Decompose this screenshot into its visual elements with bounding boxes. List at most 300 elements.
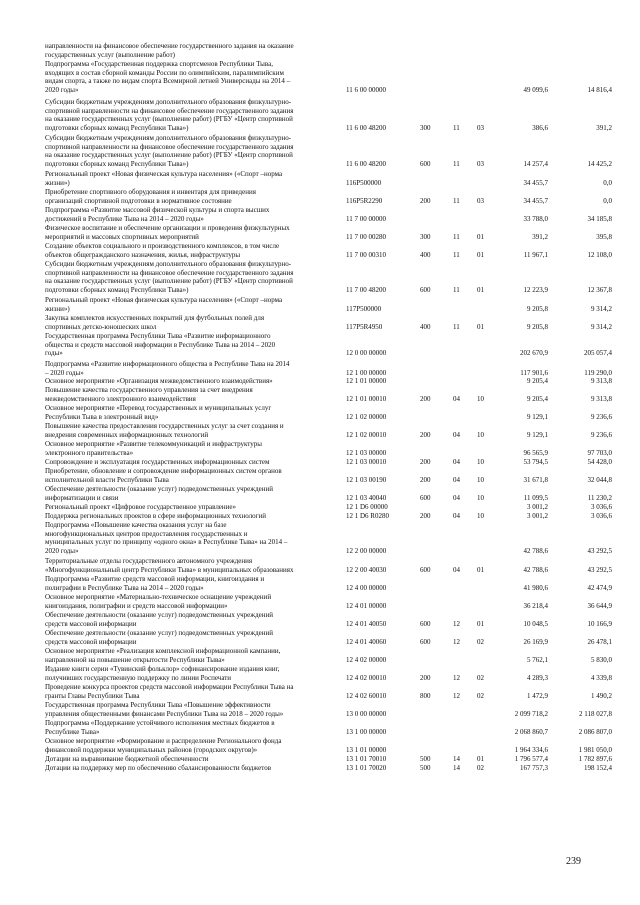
row-sum-2020 [556, 197, 612, 206]
row-sum-2019 [500, 512, 548, 521]
row-rz-code: 04 [453, 512, 460, 520]
row-vr-code: 600 [420, 159, 431, 168]
row-name-line: исполнительной власти Республики Тыва [45, 475, 169, 484]
row-sum-2020 [556, 710, 612, 719]
row-sum-2019 [500, 369, 548, 378]
row-pr-code: 02 [477, 637, 484, 646]
row-sum-2019-value: 36 218,4 [523, 601, 548, 610]
row-sum-2020-value: 12 108,0 [587, 250, 612, 259]
row-name-line: Закупка комплектов искусственных покрытий для футбольных полей для [45, 314, 265, 322]
row-sum-2019 [500, 286, 548, 295]
row-name [45, 701, 330, 718]
row-sum-2020 [556, 349, 612, 358]
row-pr-code: 01 [477, 322, 484, 331]
row-vr-code: 600 [420, 493, 431, 502]
row-name [45, 755, 330, 764]
row-name [45, 512, 330, 521]
row-csr-code: 12 0 00 00000 [346, 349, 387, 358]
row-name-line: Поддержка региональных проектов в сфере информационных технологий [45, 512, 267, 520]
row-name-line: Обеспечение деятельности (оказание услуг) подведомственных учреждений [45, 485, 273, 493]
row-sum-2020 [556, 566, 612, 575]
row-sum-2020-value: 36 644,9 [587, 601, 612, 610]
row-name-line: Повышение качества предоставления государственных услуг за счет создания и [45, 422, 284, 430]
row-name-line: Субсидии бюджетным учреждениям дополнительного образования физкультурно- [45, 260, 292, 268]
row-sum-2020-value: 119 290,0 [584, 368, 612, 377]
row-name-line: подготовки сборных команд Республики Тыва») [45, 159, 189, 168]
row-vr-code: 800 [420, 691, 431, 700]
row-sum-2019 [500, 179, 548, 188]
row-sum-2020-value: 14 816,4 [587, 85, 612, 94]
row-csr-code: 11 7 00 00280 [346, 232, 386, 241]
row-name-line: Подпрограмма «Государственная поддержка спортсменов Республики Тыва, [45, 60, 273, 68]
row-rz-code: 14 [453, 764, 460, 772]
row-sum-2019 [500, 656, 548, 665]
row-vr-code: 200 [420, 394, 431, 403]
row-name [45, 629, 330, 646]
row-sum-2020 [556, 431, 612, 440]
row-csr-code: 12 1 02 00000 [346, 412, 387, 421]
row-sum-2020-value: 43 292,5 [587, 565, 612, 574]
row-sum-2020 [556, 692, 612, 701]
row-sum-2019 [500, 124, 548, 133]
row-sum-2020-value: 11 230,2 [587, 493, 612, 502]
row-sum-2020 [556, 251, 612, 260]
row-name-line: Приобретение, обновление и сопровождение информационных систем органов [45, 467, 282, 475]
row-vr-code: 200 [420, 458, 431, 466]
row-csr-code: 12 1 03 00190 [346, 475, 387, 484]
row-csr-code: 12 4 02 60010 [346, 691, 387, 700]
row-csr-code: 11 6 00 48200 [346, 159, 386, 168]
row-name [45, 242, 330, 259]
row-name-line: на оказание государственных услуг (выполнение работ) (РГБУ «Центр спортивной [45, 277, 293, 286]
row-sum-2020-value: 9 314,2 [591, 322, 612, 331]
row-rz-code: 14 [453, 755, 460, 763]
row-sum-2019-value: 96 565,9 [523, 448, 548, 457]
row-sum-2020-value: 0,0 [603, 196, 612, 205]
row-vr-code: 600 [420, 619, 431, 628]
row-sum-2019-value: 33 788,0 [523, 214, 548, 223]
row-name [45, 206, 330, 223]
row-sum-2020 [556, 233, 612, 242]
row-sum-2019-value: 9 205,4 [527, 377, 548, 385]
row-sum-2019 [500, 377, 548, 386]
row-name-line: Подпрограмма «Развитие информационного общества в Республике Тыва на 2014 [45, 360, 290, 368]
row-name-line: Приобретение спортивного оборудования и инвентаря для приведения [45, 188, 256, 196]
row-sum-2020-value: 9 236,6 [591, 430, 612, 439]
row-sum-2020 [556, 305, 612, 314]
row-pr-code: 10 [477, 493, 484, 502]
row-name [45, 296, 330, 313]
row-name [45, 647, 330, 664]
row-sum-2020-value: 14 425,2 [587, 159, 612, 168]
row-sum-2020 [556, 494, 612, 503]
row-name-line: Издание книги серии «Тувинский фольклор» софинансирование издания книг, [45, 665, 280, 673]
row-rz-code: 12 [453, 637, 460, 646]
row-name [45, 386, 330, 403]
row-name [45, 60, 330, 94]
row-name-line: «Многофункциональный центр Республики Тыва» в муниципальных образованиях [45, 565, 294, 574]
row-name-line: управления общественными финансами Республики Тыва на 2018 – 2020 годы» [45, 709, 284, 718]
row-sum-2020 [556, 458, 612, 467]
row-csr-code: 12 2 00 40030 [346, 565, 387, 574]
row-sum-2020-value: 54 428,0 [587, 458, 612, 466]
row-sum-2020-value: 395,8 [596, 232, 612, 241]
row-csr-code: 11 7 00 48200 [346, 285, 386, 294]
row-sum-2019 [500, 764, 548, 773]
row-sum-2019-value: 391,2 [532, 232, 548, 241]
row-vr-code: 200 [420, 475, 431, 484]
row-sum-2019 [500, 449, 548, 458]
row-name-line: мероприятий и массовых спортивных мероприятий [45, 232, 199, 241]
row-name [45, 42, 330, 59]
row-vr-code: 400 [420, 322, 431, 331]
row-name [45, 485, 330, 502]
row-name-line: Подпрограмма «Поддержание устойчивого исполнения местных бюджетов в [45, 719, 275, 727]
row-csr-code: 11 7 00 00310 [346, 250, 386, 259]
row-csr-code: 13 1 01 00000 [346, 745, 387, 754]
row-csr-code: 13 1 01 70020 [346, 764, 387, 772]
row-sum-2020-value: 9 313,8 [591, 377, 612, 385]
row-name-line: полиграфии в Республике Тыва на 2014 – 2020 годы» [45, 583, 204, 592]
row-sum-2020 [556, 674, 612, 683]
row-sum-2019-value: 1 964 334,6 [514, 745, 548, 754]
row-rz-code: 04 [453, 565, 460, 574]
row-name-line: финансовой поддержки муниципальных районов (городских округов)» [45, 745, 258, 754]
row-sum-2019-value: 386,6 [532, 123, 548, 132]
row-sum-2020-value: 4 339,8 [591, 673, 612, 682]
row-csr-code: 13 0 00 00000 [346, 709, 387, 718]
row-sum-2020-value: 205 057,4 [584, 349, 612, 358]
row-pr-code: 10 [477, 430, 484, 439]
row-sum-2020-value: 391,2 [596, 123, 612, 132]
row-name-line: Подпрограмма «Повышение качества оказания услуг на базе [45, 521, 227, 529]
row-rz-code: 11 [453, 322, 460, 331]
row-name [45, 440, 330, 457]
row-sum-2019-value: 9 205,8 [527, 322, 548, 331]
row-name-line: организаций спортивной подготовки в нормативное состояние [45, 196, 232, 205]
row-sum-2020 [556, 413, 612, 422]
row-name [45, 404, 330, 421]
row-csr-code: 11 6 00 00000 [346, 85, 386, 94]
row-rz-code: 12 [453, 619, 460, 628]
row-sum-2019-value: 4 289,3 [527, 673, 548, 682]
row-name [45, 377, 330, 386]
row-sum-2019-value: 5 762,1 [527, 655, 548, 664]
row-sum-2019 [500, 746, 548, 755]
row-pr-code: 01 [477, 285, 484, 294]
row-vr-code: 600 [420, 285, 431, 294]
row-csr-code: 117P500000 [346, 304, 382, 313]
row-sum-2020-value: 12 367,8 [587, 285, 612, 294]
row-sum-2020 [556, 602, 612, 611]
row-sum-2020 [556, 476, 612, 485]
row-name-line: Государственная программа Республики Тыва «Повышение эффективности [45, 701, 271, 709]
row-pr-code: 01 [477, 250, 484, 259]
row-name [45, 467, 330, 484]
row-sum-2019 [500, 305, 548, 314]
row-name-line: книгоиздания, полиграфии и средств массовой информации» [45, 601, 228, 610]
row-name-line: Обеспечение деятельности (оказание услуг) подведомственных учреждений [45, 611, 273, 619]
row-rz-code: 12 [453, 673, 460, 682]
row-sum-2020-value: 2 086 807,0 [578, 727, 612, 736]
row-sum-2019 [500, 476, 548, 485]
row-name-line: жизни») [45, 178, 70, 187]
row-vr-code: 600 [420, 637, 431, 646]
row-sum-2020 [556, 377, 612, 386]
row-name-line: государственных услуг (выполнение работ) [45, 50, 175, 59]
row-name [45, 557, 330, 574]
row-vr-code: 400 [420, 250, 431, 259]
row-name-line: общества и средств массовой информации в Республике Тыва на 2014 – 2020 [45, 340, 276, 349]
row-name-line: гранты Главы Республики Тыва [45, 691, 140, 700]
row-sum-2019-value: 49 099,6 [523, 85, 548, 94]
row-name-line: информатизации и связи [45, 493, 119, 502]
row-pr-code: 03 [477, 159, 484, 168]
row-name-line: Создание объектов социального и производственного комплексов, в том числе [45, 242, 280, 250]
row-sum-2019 [500, 692, 548, 701]
row-sum-2019-value: 117 901,6 [520, 368, 548, 377]
row-csr-code: 12 1 00 00000 [346, 368, 387, 377]
row-csr-code: 12 1 01 00010 [346, 394, 387, 403]
row-name-line: годы» [45, 349, 63, 358]
row-name-line: спортивной направленности на финансовое обеспечение государственного задания [45, 142, 294, 151]
row-name-line: направленности на финансовое обеспечение государственного задания на оказание [45, 42, 294, 50]
row-name-line: Государственная программа Республики Тыва «Развитие информационного [45, 332, 271, 340]
row-name-line: видам спорта, а также по видам спорта Всемирной летней Универсиады на 2014 – [45, 77, 291, 86]
row-sum-2020-value: 43 292,5 [587, 546, 612, 555]
row-sum-2019-value: 9 129,1 [527, 412, 548, 421]
row-name-line: направленной на повышение открытости Республики Тыва» [45, 655, 225, 664]
row-rz-code: 11 [453, 159, 460, 168]
row-sum-2019-value: 34 455,7 [523, 196, 548, 205]
row-sum-2020 [556, 728, 612, 737]
row-pr-code: 10 [477, 458, 484, 466]
row-name-line: подготовки сборных команд Республики Тыва») [45, 285, 189, 294]
row-sum-2019 [500, 547, 548, 556]
row-name [45, 458, 330, 467]
row-sum-2020 [556, 512, 612, 521]
row-csr-code: 12 1 D6 00000 [346, 503, 388, 511]
row-rz-code: 11 [453, 196, 460, 205]
row-name-line: Региональный проект «Новая физическая культура населения» («Спорт –норма [45, 170, 283, 178]
row-sum-2019-value: 53 794,5 [523, 458, 548, 466]
row-csr-code: 13 1 00 00000 [346, 727, 387, 736]
row-sum-2020-value: 42 474,9 [587, 583, 612, 592]
row-name-line: Дотации на поддержку мер по обеспечению сбалансированности бюджетов [45, 764, 271, 772]
row-name-line: Физическое воспитание и обеспечение организации и проведения физкультурных [45, 224, 290, 232]
row-name-line: Повышение качества государственного управления за счет внедрения [45, 386, 253, 394]
row-name-line: Подпрограмма «Развитие средств массовой информации, книгоиздания и [45, 575, 265, 583]
row-name-line: Территориальные отделы государственного автономного учреждения [45, 557, 253, 565]
row-name-line: средств массовой информации [45, 637, 137, 646]
row-sum-2019 [500, 602, 548, 611]
row-name [45, 314, 330, 331]
row-sum-2020 [556, 547, 612, 556]
row-sum-2019-value: 14 257,4 [523, 159, 548, 168]
row-sum-2020-value: 3 036,6 [591, 503, 612, 511]
row-sum-2019 [500, 349, 548, 358]
row-sum-2020 [556, 369, 612, 378]
row-sum-2020 [556, 286, 612, 295]
row-name-line: 2020 годы» [45, 85, 79, 94]
row-name-line: муниципальных услуг по принципу «одного окна» в Республике Тыва» на 2014 – [45, 538, 288, 547]
row-vr-code: 200 [420, 673, 431, 682]
row-name [45, 98, 330, 132]
row-sum-2019-value: 12 223,9 [523, 285, 548, 294]
row-csr-code: 12 1 01 00000 [346, 377, 387, 385]
row-rz-code: 04 [453, 458, 460, 466]
row-sum-2020 [556, 449, 612, 458]
row-name-line: Субсидии бюджетным учреждениям дополнительного образования физкультурно- [45, 98, 292, 106]
row-sum-2020-value: 26 478,1 [587, 637, 612, 646]
row-pr-code: 10 [477, 394, 484, 403]
row-name-line: Сопровождение и эксплуатация государственных информационных систем [45, 458, 270, 466]
row-name-line: Основное мероприятие «Материально-техническое оснащение учреждений [45, 593, 272, 601]
row-sum-2020-value: 2 118 027,8 [579, 709, 612, 718]
row-rz-code: 12 [453, 691, 460, 700]
row-csr-code: 12 4 01 00000 [346, 601, 387, 610]
row-sum-2019 [500, 566, 548, 575]
row-name-line: Республике Тыва» [45, 727, 100, 736]
row-sum-2020 [556, 620, 612, 629]
row-name [45, 422, 330, 439]
row-sum-2019-value: 3 001,2 [527, 512, 548, 520]
row-sum-2019-value: 167 757,3 [520, 764, 548, 772]
row-sum-2020 [556, 638, 612, 647]
row-sum-2020-value: 9 314,2 [591, 304, 612, 313]
row-name-line: Региональный проект «Цифровое государственное управление» [45, 503, 237, 511]
row-sum-2020 [556, 755, 612, 764]
row-sum-2019 [500, 458, 548, 467]
row-name [45, 683, 330, 700]
row-csr-code: 12 4 01 40050 [346, 619, 387, 628]
row-pr-code: 02 [477, 673, 484, 682]
row-name [45, 521, 330, 555]
row-sum-2019-value: 11 967,1 [523, 250, 548, 259]
row-sum-2019 [500, 710, 548, 719]
row-sum-2020-value: 198 152,4 [584, 764, 612, 772]
row-name-line: на оказание государственных услуг (выполнение работ) (РГБУ «Центр спортивной [45, 115, 293, 124]
row-name-line: Основное мероприятие «Реализация комплексной информационной кампании, [45, 647, 281, 655]
row-sum-2020 [556, 323, 612, 332]
row-sum-2020-value: 5 830,0 [591, 655, 612, 664]
row-sum-2019-value: 31 671,8 [523, 475, 548, 484]
row-name [45, 224, 330, 241]
row-sum-2020-value: 32 044,8 [587, 475, 612, 484]
row-sum-2019 [500, 395, 548, 404]
row-sum-2020 [556, 656, 612, 665]
row-sum-2020-value: 97 703,0 [587, 448, 612, 457]
row-rz-code: 04 [453, 475, 460, 484]
row-pr-code: 10 [477, 475, 484, 484]
row-name-line: Основное мероприятие «Перевод государственных и муниципальных услуг [45, 404, 272, 412]
row-sum-2020-value: 1 490,2 [591, 691, 612, 700]
row-sum-2020 [556, 764, 612, 773]
row-name-line: жизни») [45, 304, 70, 313]
row-sum-2019-value: 9 205,8 [527, 304, 548, 313]
row-sum-2019 [500, 431, 548, 440]
row-pr-code: 03 [477, 196, 484, 205]
row-csr-code: 12 4 00 00000 [346, 583, 387, 592]
row-name [45, 260, 330, 294]
row-name [45, 360, 330, 377]
row-name [45, 170, 330, 187]
row-name-line: электронного правительства» [45, 448, 134, 457]
row-sum-2020-value: 3 036,6 [591, 512, 612, 520]
row-name-line: межведомственного электронного взаимодействия [45, 394, 196, 403]
row-sum-2019 [500, 494, 548, 503]
row-sum-2019 [500, 413, 548, 422]
row-rz-code: 11 [453, 250, 460, 259]
row-sum-2019-value: 2 099 718,2 [514, 709, 548, 718]
row-name-line: Основное мероприятие «Организация межведомственного взаимодействия» [45, 377, 273, 385]
row-vr-code: 600 [420, 565, 431, 574]
row-sum-2019-value: 10 048,5 [523, 619, 548, 628]
row-sum-2020 [556, 179, 612, 188]
row-pr-code: 01 [477, 565, 484, 574]
row-sum-2019-value: 1 472,9 [527, 691, 548, 700]
row-name-line: средств массовой информации [45, 619, 137, 628]
row-name-line: на оказание государственных услуг (выполнение работ) (РГБУ «Центр спортивной [45, 151, 293, 160]
row-csr-code: 12 4 02 00000 [346, 655, 387, 664]
row-vr-code: 500 [420, 764, 431, 772]
row-name [45, 332, 330, 358]
row-sum-2020 [556, 746, 612, 755]
row-sum-2020 [556, 395, 612, 404]
row-sum-2019 [500, 620, 548, 629]
row-sum-2019-value: 41 980,6 [523, 583, 548, 592]
row-sum-2020-value: 9 313,8 [591, 394, 612, 403]
row-sum-2019-value: 9 129,1 [527, 430, 548, 439]
row-rz-code: 11 [453, 285, 460, 294]
row-csr-code: 12 1 02 00010 [346, 430, 387, 439]
row-csr-code: 11 6 00 48200 [346, 123, 386, 132]
row-pr-code: 01 [477, 755, 484, 763]
row-rz-code: 04 [453, 430, 460, 439]
row-sum-2020 [556, 503, 612, 512]
row-name-line: Региональный проект «Новая физическая культура населения» («Спорт –норма [45, 296, 283, 304]
row-sum-2019 [500, 251, 548, 260]
row-vr-code: 500 [420, 755, 431, 763]
row-sum-2019-value: 42 788,6 [523, 565, 548, 574]
row-name [45, 503, 330, 512]
row-rz-code: 04 [453, 493, 460, 502]
row-sum-2020-value: 1 981 050,0 [578, 745, 612, 754]
row-csr-code: 116P5R2290 [346, 196, 383, 205]
row-name [45, 611, 330, 628]
row-pr-code: 10 [477, 512, 484, 520]
row-csr-code: 117P5R4950 [346, 322, 383, 331]
row-sum-2019 [500, 323, 548, 332]
row-sum-2019 [500, 215, 548, 224]
row-name-line: Дотации на выравнивание бюджетной обеспеченности [45, 755, 209, 763]
row-name-line: Основное мероприятие «Развитие телекоммуникаций и инфраструктуры [45, 440, 262, 448]
row-csr-code: 12 1 03 00010 [346, 458, 387, 466]
row-csr-code: 12 1 03 40040 [346, 493, 387, 502]
row-sum-2019-value: 26 169,9 [523, 637, 548, 646]
row-sum-2020-value: 9 236,6 [591, 412, 612, 421]
row-name-line: спортивной направленности на финансовое обеспечение государственного задания [45, 106, 294, 115]
row-sum-2019 [500, 160, 548, 169]
row-sum-2019-value: 3 001,2 [527, 503, 548, 511]
row-sum-2019 [500, 233, 548, 242]
row-sum-2019 [500, 728, 548, 737]
row-sum-2020-value: 1 782 897,6 [578, 755, 612, 763]
row-sum-2019-value: 1 796 577,4 [514, 755, 548, 763]
row-sum-2020-value: 0,0 [603, 178, 612, 187]
row-sum-2020 [556, 160, 612, 169]
row-vr-code: 200 [420, 430, 431, 439]
